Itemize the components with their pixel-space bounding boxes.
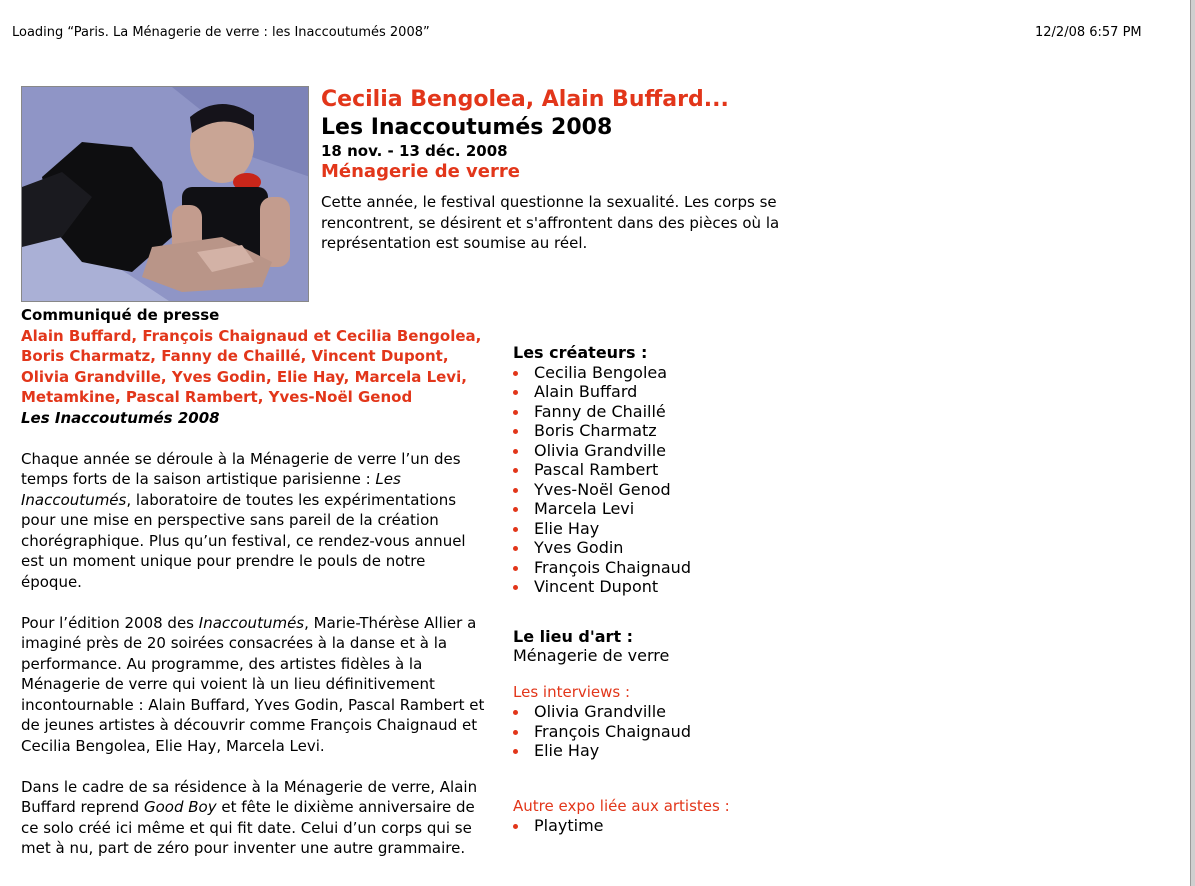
creator-link[interactable]: Marcela Levi (513, 499, 813, 519)
press-title: Les Inaccoutumés 2008 (21, 408, 220, 427)
creator-link[interactable]: Elie Hay (513, 519, 813, 539)
interview-link[interactable]: François Chaignaud (513, 722, 813, 742)
creator-link[interactable]: Yves-Noël Genod (513, 480, 813, 500)
artists-title: Cecilia Bengolea, Alain Buffard... (321, 87, 729, 112)
press-release-label: Communiqué de presse (21, 306, 220, 324)
creators-list (513, 363, 813, 597)
press-paragraph-2: Pour l’édition 2008 des Inaccoutumés, Marie-Thérèse Allier a imaginé près de 20 soirées consacrées à la danse et à la performance. Au programme, des artistes fidèles à la Ménagerie de verre qui voient là un lieu définitivement incontournable : Alain Buffard, Yves Godin, Pascal Rambert et de jeunes artistes à découvrir comme François Chaignaud et Cecilia Bengolea, Elie Hay, Marcela Levi. (21, 613, 485, 755)
press-paragraph-3: Dans le cadre de sa résidence à la Ménagerie de verre, Alain Buffard reprend Good Boy et fête le dixième anniversaire de ce solo créé ici même et qui fit date. Celui d’un corps qui se met à nu, part de zéro pour inventer une autre grammaire. (21, 777, 478, 857)
creator-link[interactable]: Alain Buffard (513, 382, 813, 402)
hero-image (21, 86, 309, 302)
creator-link[interactable]: François Chaignaud (513, 558, 813, 578)
related-list (513, 816, 813, 836)
interview-link[interactable]: Olivia Grandville (513, 702, 813, 722)
event-venue-link[interactable]: Ménagerie de verre (321, 161, 520, 182)
page-status-bar (0, 0, 1195, 60)
creator-link[interactable]: Olivia Grandville (513, 441, 813, 461)
creator-link[interactable]: Cecilia Bengolea (513, 363, 813, 383)
window-edge (1190, 0, 1195, 886)
print-timestamp: 12/2/08 6:57 PM (1035, 25, 1142, 40)
spacer (513, 597, 813, 627)
creator-link[interactable]: Vincent Dupont (513, 577, 813, 597)
event-header (321, 86, 801, 254)
creators-heading: Les créateurs : (513, 343, 648, 362)
creator-link[interactable]: Pascal Rambert (513, 460, 813, 480)
spacer (513, 761, 813, 797)
event-title: Les Inaccoutumés 2008 (321, 115, 613, 140)
press-release (21, 305, 491, 859)
press-artists: Alain Buffard, François Chaignaud et Cecilia Bengolea, Boris Charmatz, Fanny de Chaillé, Vincent Dupont, Olivia Grandville, Yves Godin, Elie Hay, Marcela Levi, Metamkine, Pascal Rambert, Yves-Noël Genod (21, 326, 482, 406)
interview-link[interactable]: Elie Hay (513, 741, 813, 761)
interviews-list (513, 702, 813, 761)
related-heading: Autre expo liée aux artistes : (513, 796, 730, 815)
venue-link[interactable]: Ménagerie de verre (513, 646, 670, 665)
interviews-heading: Les interviews : (513, 682, 631, 701)
event-summary: Cette année, le festival questionne la sexualité. Les corps se rencontrent, se désirent et s'affrontent dans des pièces où la représentation est soumise au réel. (321, 193, 780, 252)
creator-link[interactable]: Yves Godin (513, 538, 813, 558)
sidebar (513, 343, 813, 836)
event-dates: 18 nov. - 13 déc. 2008 (321, 142, 508, 160)
loading-status: Loading “Paris. La Ménagerie de verre : les Inaccoutumés 2008” (12, 25, 430, 40)
creator-link[interactable]: Fanny de Chaillé (513, 402, 813, 422)
creator-link[interactable]: Boris Charmatz (513, 421, 813, 441)
press-paragraph-1: Chaque année se déroule à la Ménagerie de verre l’un des temps forts de la saison artistique parisienne : Les Inaccoutumés, laboratoire de toutes les expérimentations pour une mise en perspective sans pareil de la création chorégraphique. Plus qu’un festival, ce rendez-vous annuel est un moment unique pour prendre le pouls de notre époque. (21, 449, 466, 591)
venue-heading: Le lieu d'art : (513, 626, 634, 646)
related-link[interactable]: Playtime (513, 816, 813, 836)
spacer (513, 666, 813, 683)
